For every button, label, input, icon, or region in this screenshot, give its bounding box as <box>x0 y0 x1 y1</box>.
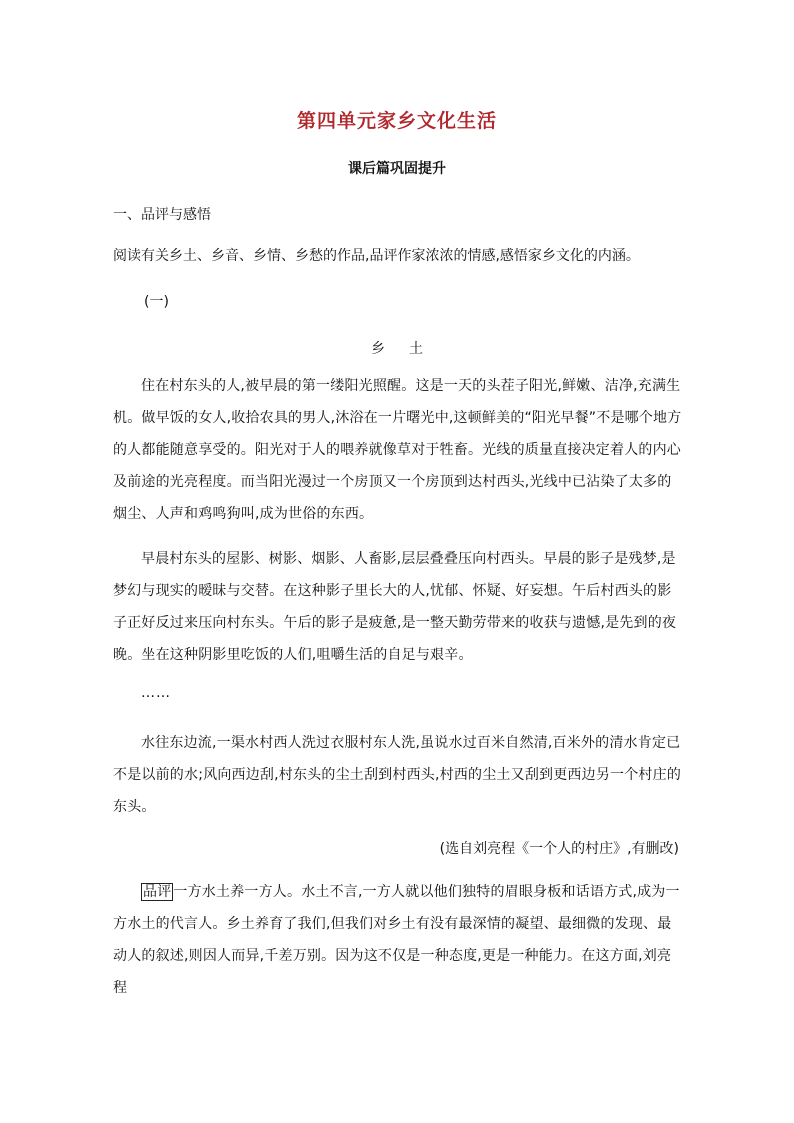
part-label: (一) <box>144 294 169 310</box>
document-title: 第四单元家乡文化生活 <box>296 110 497 132</box>
section-heading: 一、品评与感悟 <box>113 207 211 223</box>
instruction-text: 阅读有关乡土、乡音、乡情、乡愁的作品,品评作家浓浓的情感,感悟家乡文化的内涵。 <box>113 248 640 264</box>
source-citation: (选自刘亮程《一个人的村庄》,有删改) <box>439 841 679 857</box>
ellipsis: …… <box>141 685 171 701</box>
essay-title: 乡土 <box>371 341 447 357</box>
comment-label: 品评 <box>143 884 172 900</box>
comment-text: 一方水土养一方人。水土不言,一方人就以他们独特的眉眼身板和话语方式,成为一方水土的代言人。乡土养育了我们,但我们对乡土有没有最深情的凝望、最细微的发现、最动人的叙述,则因人而异,千差万别。因为这不仅是一种态度,更是一种能力。在这方面,刘亮程 <box>113 884 680 996</box>
comment-paragraph <box>113 876 683 1004</box>
essay-paragraph-3: 水往东边流,一渠水村西人洗过衣服村东人洗,虽说水过百米自然清,百米外的清水肯定已不是以前的水;风向西边刮,村东头的尘土刮到村西头,村西的尘土又刮到更西边另一个村庄的东头。 <box>113 735 682 815</box>
essay-paragraph-2: 早晨村东头的屋影、树影、烟影、人畜影,层层叠叠压向村西头。早晨的影子是残梦,是梦幻与现实的暧昧与交替。在这种影子里长大的人,忧郁、怀疑、好妄想。午后村西头的影子正好反过来压向村东头。午后的影子是疲惫,是一整天勤劳带来的收获与遗憾,是先到的夜晚。坐在这种阴影里吃饭的人们,咀嚼生活的自足与艰辛。 <box>113 551 677 663</box>
essay-paragraph-1: 住在村东头的人,被早晨的第一缕阳光照醒。这是一天的头茬子阳光,鲜嫩、洁净,充满生机。做早饭的女人,收拾农具的男人,沐浴在一片曙光中,这顿鲜美的“阳光早餐”不是哪个地方的人都能随意享受的。阳光对于人的喂养就像草对于牲畜。光线的质量直接决定着人的内心及前途的光亮程度。而当阳光漫过一个房顶又一个房顶到达村西头,光线中已沾染了太多的烟尘、人声和鸡鸣狗叫,成为世俗的东西。 <box>113 378 682 522</box>
document-subtitle: 课后篇巩固提升 <box>348 161 446 177</box>
